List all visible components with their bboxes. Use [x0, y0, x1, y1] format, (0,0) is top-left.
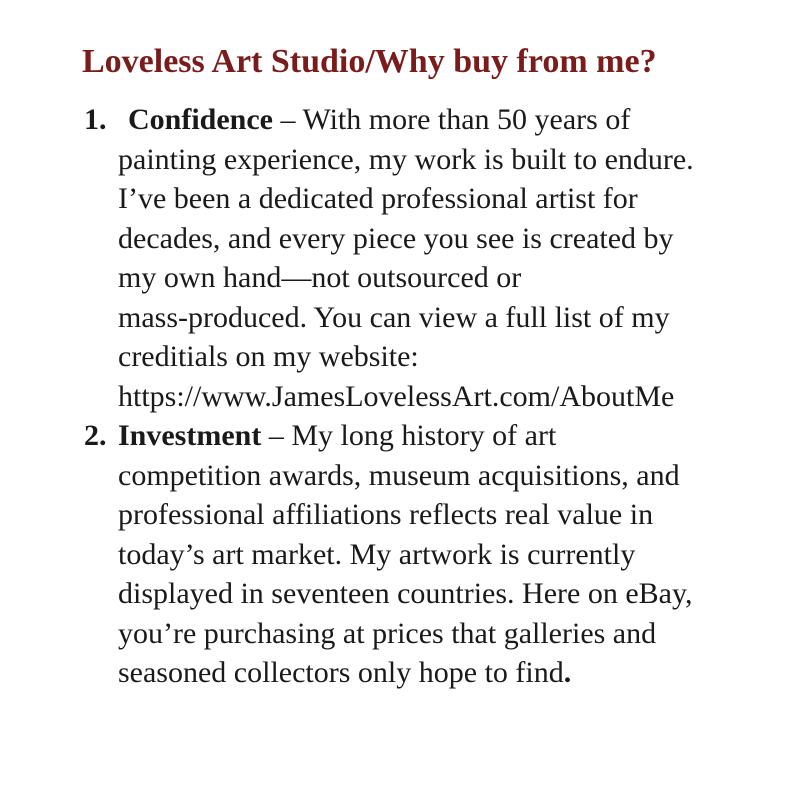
item-text-line: mass-produced. You can view a full list of my — [118, 300, 670, 334]
item-text-line: competition awards, museum acquisitions, and — [118, 458, 680, 492]
item-text-line: seasoned collectors only hope to find — [118, 656, 564, 689]
item-text-line: – My long history of art — [261, 419, 557, 452]
item-first-line — [118, 100, 764, 140]
item-text-line: decades, and every piece you see is created by — [118, 221, 674, 255]
list-item-investment — [84, 416, 764, 693]
reasons-list — [84, 100, 764, 693]
item-text-line: professional affiliations reflects real value in — [118, 498, 654, 531]
list-item-confidence — [84, 100, 764, 416]
item-text-line: my own hand—not outsourced or — [118, 261, 522, 294]
page-title: Loveless Art Studio/Why buy from me? — [82, 43, 657, 80]
final-period: . — [563, 656, 572, 689]
item-text-line: creditials on my website: — [118, 340, 419, 373]
item-text-line: I’ve been a dedicated professional artist for — [118, 182, 638, 215]
item-last-line — [118, 653, 764, 693]
item-text-line: you’re purchasing at prices that galleries and — [118, 616, 657, 650]
item-text-line: painting experience, my work is built to endure. — [118, 142, 694, 176]
item-text-line: displayed in seventeen countries. Here on eBay, — [118, 577, 693, 610]
item-first-line — [118, 416, 764, 456]
item-heading: Confidence — [128, 103, 273, 136]
list-number: 1. — [84, 103, 107, 136]
item-text-line: today’s art market. My artwork is currently — [118, 537, 636, 571]
item-heading: Investment — [118, 419, 262, 452]
website-url: https://www.JamesLovelessArt.com/AboutMe — [118, 379, 675, 413]
list-number: 2. — [84, 419, 107, 452]
item-text-line: – With more than 50 years of — [273, 103, 631, 136]
